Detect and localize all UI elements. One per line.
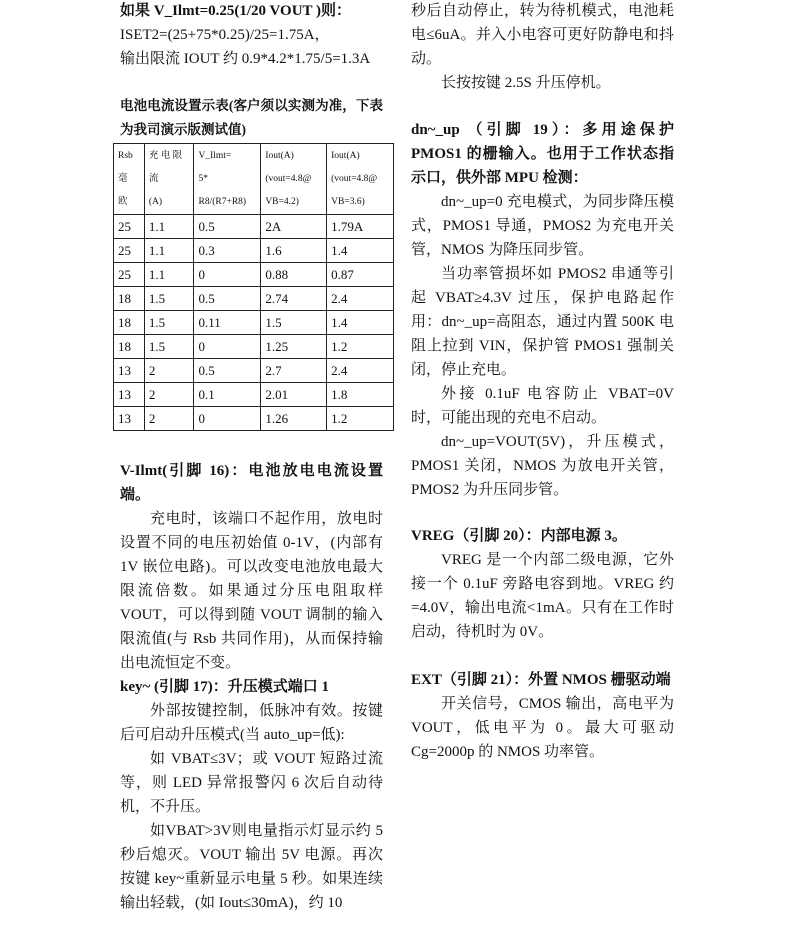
table-row: 25 1.1 0 0.88 0.87 [114, 263, 394, 287]
left-column-top [120, 0, 383, 71]
table-row: 18 1.5 0.5 2.74 2.4 [114, 287, 394, 311]
header-cell: Iout(A) (vout=4.8@ VB=3.6) [327, 144, 394, 215]
dnup-paragraph-2: 当功率管损坏如 PMOS2 串通等引起 VBAT≥4.3V 过压，保护电路起作用：dn~_up=高阻态，通过内置 500K 电阻上拉到 VIN，保护管 PMOS1 强制关闭，停止充电。 [411, 266, 674, 378]
vreg-body: VREG 是一个内部二级电源，它外接一个 0.1uF 旁路电容到地。VREG 约=4.0V，输出电流<1mA。只有在工作时启动，待机时为 0V。 [411, 552, 674, 640]
table-row: 25 1.1 0.3 1.6 1.4 [114, 239, 394, 263]
right-column-dnup [411, 118, 674, 502]
dnup-paragraph-3: 外接 0.1uF 电容防止 VBAT=0V 时，可能出现的充电不启动。 [411, 386, 674, 426]
vreg-heading: VREG（引脚 20）：内部电源 3。 [411, 528, 627, 544]
long-press-line: 长按按键 2.5S 升压停机。 [441, 75, 611, 91]
table-row: 18 1.5 0 1.25 1.2 [114, 335, 394, 359]
battery-current-table [113, 143, 394, 431]
header-cell: Iout(A) (vout=4.8@ VB=4.2) [261, 144, 327, 215]
iset2-formula-line: ISET2=(25+75*0.25)/25=1.75A， [120, 27, 330, 43]
dnup-paragraph-1: dn~_up=0 充电模式，为同步降压模式，PMOS1 导通，PMOS2 为充电开关管，NMOS 为降压同步管。 [411, 194, 674, 258]
header-cell: Rsb 毫 欧 [114, 144, 145, 215]
vilmt-example-line: 如果 V_Ilmt=0.25(1/20 VOUT )则： [120, 3, 352, 19]
iout-limit-line: 输出限流 IOUT 约 0.9*4.2*1.75/5=1.3A [120, 51, 371, 67]
table-header-row [114, 144, 394, 215]
header-cell: 充 电 限 流 (A) [144, 144, 194, 215]
vilmt-body: 充电时，该端口不起作用，放电时设置不同的电压初始值 0-1V，(内部有 1V 嵌位电路)。可以改变电池放电最大限流倍数。如果通过分压电阻取样 VOUT，可以得到随 VOUT 调制的输入限流值(与 Rsb 共同作用)，从而保持输出电流恒定不变。 [120, 511, 383, 671]
header-cell: V_Ilmt= 5* R8/(R7+R8) [194, 144, 261, 215]
key-heading: key~ (引脚 17)：升压模式端口 1 [120, 679, 330, 695]
right-column-ext [411, 668, 674, 764]
ext-body: 开关信号，CMOS 输出，高电平为 VOUT，低电平为 0。最大可驱动 Cg=2000p 的 NMOS 功率管。 [411, 696, 674, 760]
table-row: 13 2 0 1.26 1.2 [114, 407, 394, 431]
key-paragraph-3: 如VBAT>3V则电量指示灯显示约 5 秒后熄灭。VOUT 输出 5V 电源。再次按键 key~重新显示电量 5 秒。如果连续输出轻载，(如 Iout≤30mA)，约 10 [120, 823, 383, 911]
key-paragraph-1: 外部按键控制，低脉冲有效。按键后可启动升压模式(当 auto_up=低): [120, 703, 383, 743]
right-column-top [411, 0, 674, 95]
ext-heading: EXT（引脚 21）：外置 NMOS 栅驱动端 [411, 672, 671, 688]
table-row: 18 1.5 0.11 1.5 1.4 [114, 311, 394, 335]
table-row: 25 1.1 0.5 2A 1.79A [114, 215, 394, 239]
vilmt-heading: V-Ilmt(引脚 16)：电池放电电流设置端。 [120, 463, 383, 503]
left-column-lower [120, 459, 383, 915]
table-row: 13 2 0.5 2.7 2.4 [114, 359, 394, 383]
dnup-heading: dn~_up （引脚 19）：多用途保护 PMOS1 的栅输入。也用于工作状态指示口，供外部 MPU 检测： [411, 122, 674, 186]
key-continuation: 秒后自动停止，转为待机模式，电池耗电≤6uA。并入小电容可更好防静电和抖动。 [411, 3, 674, 67]
table-row: 13 2 0.1 2.01 1.8 [114, 383, 394, 407]
table-caption: 电池电流设置示表(客户须以实测为准，下表为我司演示版测试值) [120, 98, 383, 137]
dnup-paragraph-4: dn~_up=VOUT(5V)，升压模式，PMOS1 关闭，NMOS 为放电开关管，PMOS2 为升压同步管。 [411, 434, 674, 498]
right-column-vreg [411, 524, 674, 644]
key-paragraph-2: 如 VBAT≤3V；或 VOUT 短路过流等，则 LED 异常报警闪 6 次后自动待机，不升压。 [120, 751, 383, 815]
